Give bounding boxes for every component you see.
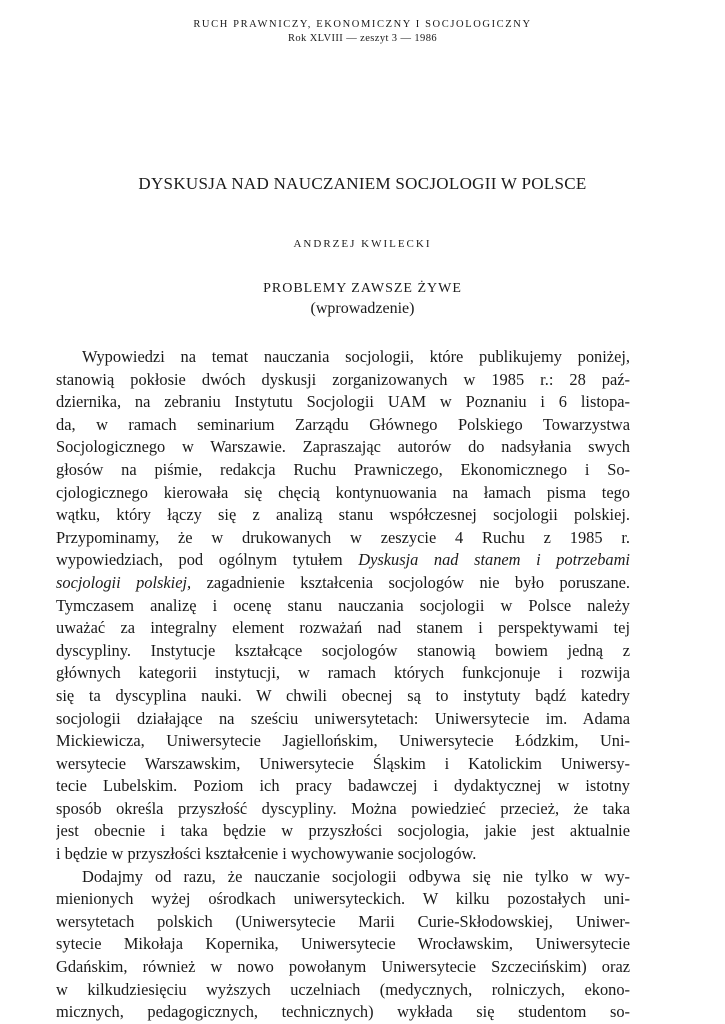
- body-line: socjologii działające na sześciu uniwersytetach: Uniwersytecie im. Adama: [56, 708, 630, 728]
- body-line: da, w ramach seminarium Zarządu Głównego Polskiego Towarzystwa: [56, 414, 630, 434]
- issue-info: Rok XLVIII — zeszyt 3 — 1986: [287, 33, 438, 44]
- body-line: się ta dyscyplina nauki. W chwili obecnej są to instytuty bądź katedry: [56, 685, 630, 705]
- article-title: PROBLEMY ZAWSZE ŻYWE: [263, 281, 462, 296]
- body-line: dziernika, na zebraniu Instytutu Socjologii UAM w Poznaniu i 6 listopa-: [56, 392, 630, 412]
- article-subtitle: (wprowadzenie): [310, 300, 415, 317]
- author-name: ANDRZEJ KWILECKI: [293, 238, 432, 250]
- body-line: uważać za integralny element rozważań nad stanem i perspektywami tej: [56, 618, 630, 638]
- body-text-fragment: zagadnienie kształcenia socjologów nie było poruszane.: [191, 572, 630, 592]
- article-body: [56, 346, 630, 1024]
- running-header: [0, 18, 725, 46]
- body-line: Mickiewicza, Uniwersytecie Jagiellońskim, Uniwersytecie Łódzkim, Uni-: [56, 731, 630, 751]
- italic-title-fragment: socjologii polskiej,: [56, 572, 192, 592]
- body-line: micznych, pedagogicznych, technicznych) wykłada się studentom so-: [56, 1002, 630, 1022]
- body-line: dyscypliny. Instytucje kształcące socjologów stanowią bowiem jedną z: [56, 640, 630, 660]
- body-line: Dodajmy od razu, że nauczanie socjologii odbywa się nie tylko w wy-: [82, 866, 630, 886]
- section-title: DYSKUSJA NAD NAUCZANIEM SOCJOLOGII W POLSCE: [138, 174, 587, 193]
- body-line: sytecie Mikołaja Kopernika, Uniwersytecie Wrocławskim, Uniwersytecie: [56, 934, 630, 954]
- body-line: i będzie w przyszłości kształcenie i wychowywanie socjologów.: [56, 844, 477, 864]
- body-line: stanowią pokłosie dwóch dyskusji zorganizowanych w 1985 r.: 28 paź-: [56, 369, 630, 389]
- body-line: tecie Lubelskim. Poziom ich pracy badawczej i dydaktycznej w istotny: [56, 776, 630, 796]
- body-line: Wypowiedzi na temat nauczania socjologii, które publikujemy poniżej,: [82, 347, 630, 366]
- body-line: wersytetach polskich (Uniwersytecie Marii Curie-Skłodowskiej, Uniwer-: [56, 911, 630, 931]
- body-line: w kilkudziesięciu wyższych uczelniach (medycznych, rolniczych, ekono-: [56, 979, 630, 999]
- body-line: Przypominamy, że w drukowanych w zeszycie 4 Ruchu z 1985 r.: [56, 527, 630, 547]
- body-line: sposób określa przyszłość dyscypliny. Można powiedzieć przecież, że taka: [56, 798, 630, 818]
- body-line-with-italic: [56, 572, 630, 595]
- italic-title-fragment: Dyskusja nad stanem i potrzebami: [358, 550, 630, 570]
- body-line: wątku, który łączy się z analizą stanu współczesnej socjologii polskiej.: [56, 505, 630, 525]
- body-line: mienionych wyżej ośrodkach uniwersyteckich. W kilku pozostałych uni-: [56, 889, 630, 909]
- body-line: jest obecnie i taka będzie w przyszłości socjologia, jakie jest aktualnie: [56, 821, 630, 841]
- body-line: głosów na piśmie, redakcja Ruchu Prawniczego, Ekonomicznego i So-: [56, 459, 630, 479]
- body-line-with-italic: [56, 549, 630, 572]
- body-line: wersytecie Warszawskim, Uniwersytecie Śląskim i Katolickim Uniwersy-: [56, 753, 630, 773]
- body-line: cjologicznego kierowała się chęcią kontynuowania na łamach pisma tego: [56, 482, 630, 502]
- body-line: głównych kategorii instytucji, w ramach których funkcjonuje i rozwija: [56, 663, 630, 683]
- body-line: Gdańskim, również w nowo powołanym Uniwersytecie Szczecińskim) oraz: [56, 957, 630, 977]
- body-line: Socjologicznego w Warszawie. Zapraszając autorów do nadsyłania swych: [56, 437, 630, 457]
- body-text-fragment: wypowiedziach, pod ogólnym tytułem: [56, 550, 359, 570]
- journal-name: RUCH PRAWNICZY, EKONOMICZNY I SOCJOLOGICZNY: [193, 19, 532, 30]
- body-line: Tymczasem analizę i ocenę stanu nauczania socjologii w Polsce należy: [56, 595, 630, 615]
